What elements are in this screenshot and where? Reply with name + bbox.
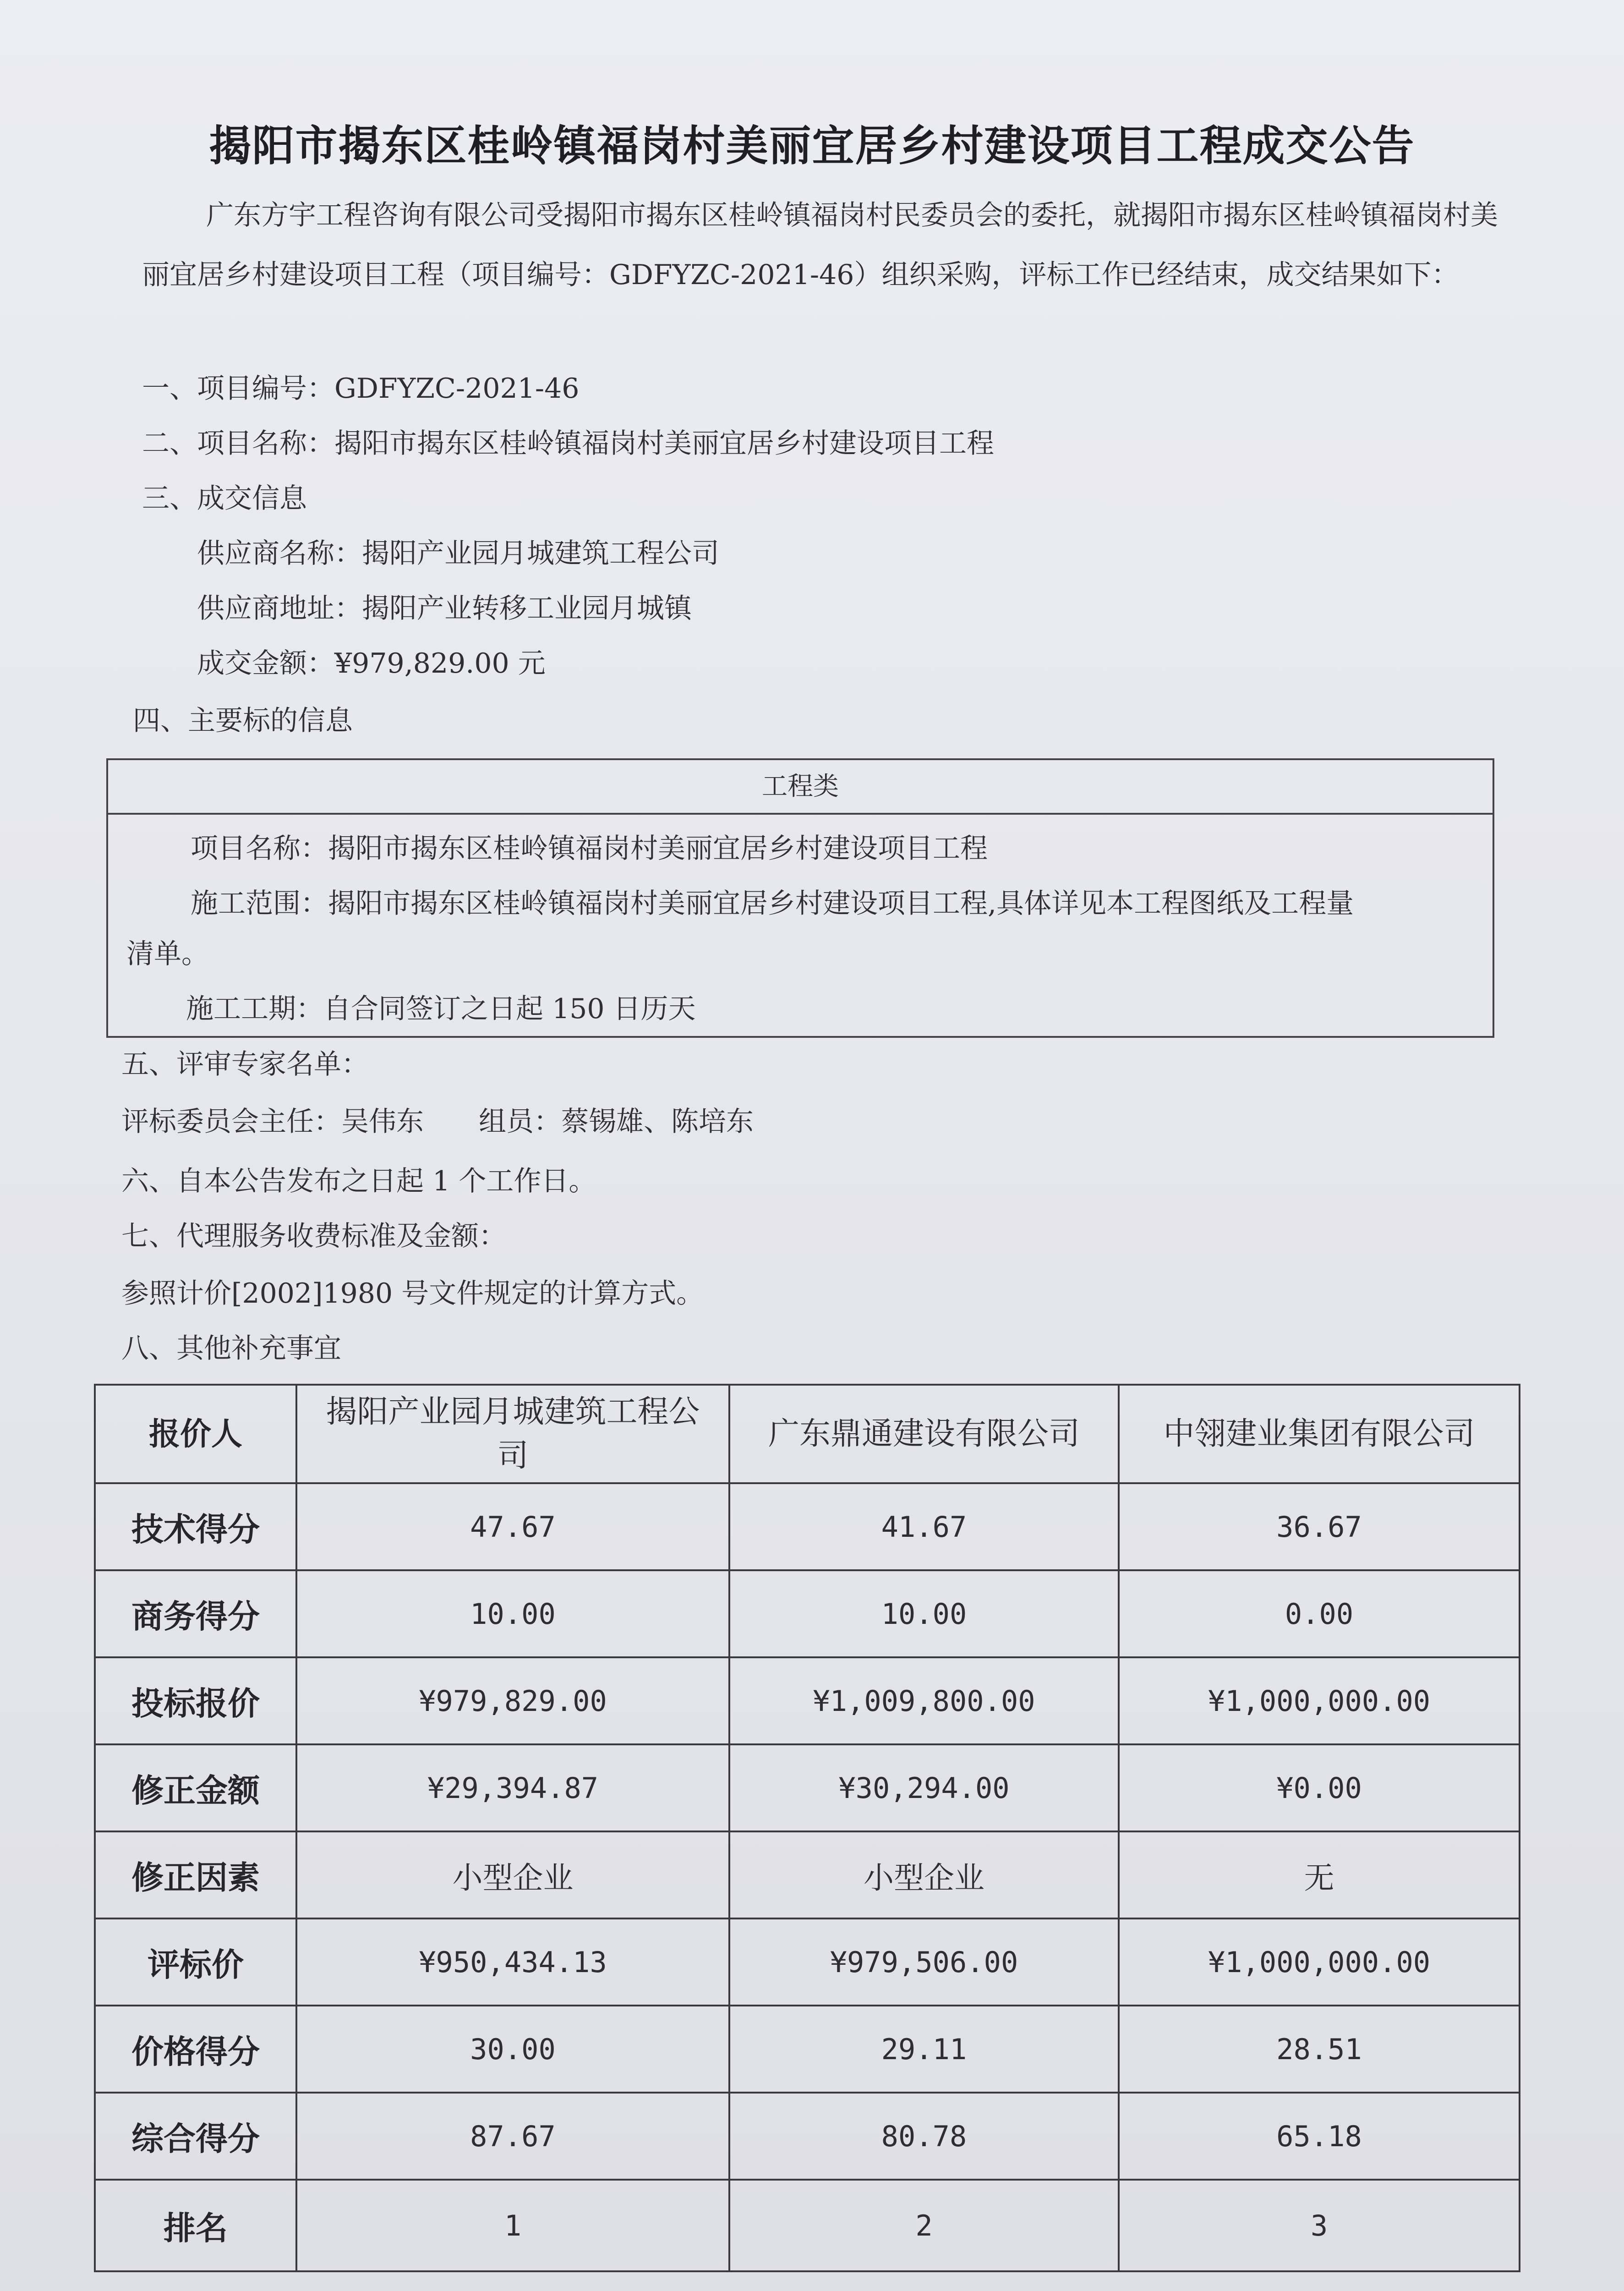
header-bidder-1: 揭阳产业园月城建筑工程公司 (296, 1385, 729, 1483)
table-row (95, 2180, 1520, 2271)
row-label: 修正金额 (95, 1744, 296, 1831)
section-experts: 五、评审专家名单： (121, 1048, 369, 1080)
table-cell: 41.67 (729, 1483, 1119, 1570)
table-row (95, 1831, 1520, 1918)
intro-paragraph: 广东方宇工程咨询有限公司受揭阳市揭东区桂岭镇福岗村民委员会的委托，就揭阳市揭东区桂岭镇福岗村美丽宜居乡村建设项目工程（项目编号：GDFYZC-2021-46）组织采购，评标工作已经结束，成交结果如下： (142, 199, 1498, 291)
table-cell: ¥1,000,000.00 (1119, 1657, 1520, 1744)
fee-standard: 参照计价[2002]1980 号文件规定的计算方式。 (121, 1277, 704, 1310)
row-label: 修正因素 (95, 1831, 296, 1918)
box-project-name: 项目名称：揭阳市揭东区桂岭镇福岗村美丽宜居乡村建设项目工程 (191, 833, 988, 865)
table-cell: 65.18 (1119, 2093, 1520, 2180)
section-project-name: 二、项目名称：揭阳市揭东区桂岭镇福岗村美丽宜居乡村建设项目工程 (142, 428, 994, 460)
table-cell: 3 (1119, 2180, 1520, 2271)
section-main-subject: 四、主要标的信息 (133, 705, 353, 737)
table-cell: ¥1,000,000.00 (1119, 1918, 1520, 2006)
row-label: 价格得分 (95, 2006, 296, 2093)
table-cell: 30.00 (296, 2006, 729, 2093)
table-row (95, 1918, 1520, 2006)
table-cell: 47.67 (296, 1483, 729, 1570)
table-cell: 2 (729, 2180, 1119, 2271)
header-bidder-2: 广东鼎通建设有限公司 (729, 1385, 1119, 1483)
table-row (95, 2006, 1520, 2093)
document-title: 揭阳市揭东区桂岭镇福岗村美丽宜居乡村建设项目工程成交公告 (209, 121, 1415, 170)
expert-list: 评标委员会主任：吴伟东 组员：蔡锡雄、陈培东 (121, 1106, 754, 1138)
header-bidder-3: 中翎建业集团有限公司 (1119, 1385, 1520, 1483)
section-deal-info: 三、成交信息 (142, 482, 307, 515)
row-label: 技术得分 (95, 1483, 296, 1570)
table-cell: 28.51 (1119, 2006, 1520, 2093)
box-scope-line-1: 施工范围：揭阳市揭东区桂岭镇福岗村美丽宜居乡村建设项目工程,具体详见本工程图纸及工程量 (191, 888, 1354, 920)
header-bidder: 报价人 (95, 1385, 296, 1483)
section-other-matters: 八、其他补充事宜 (121, 1332, 341, 1365)
table-cell: 10.00 (296, 1570, 729, 1657)
box-scope-line-2: 清单。 (126, 938, 209, 970)
table-row (95, 1483, 1520, 1570)
table-cell: 小型企业 (296, 1831, 729, 1918)
row-label: 排名 (95, 2180, 296, 2271)
row-label: 评标价 (95, 1918, 296, 2006)
table-row (95, 1657, 1520, 1744)
table-row (95, 2093, 1520, 2180)
table-cell: 0.00 (1119, 1570, 1520, 1657)
section-announcement-period: 六、自本公告发布之日起 1 个工作日。 (121, 1165, 596, 1197)
box-construction-period: 施工工期：自合同签订之日起 150 日历天 (186, 993, 696, 1025)
row-label: 商务得分 (95, 1570, 296, 1657)
box-header: 工程类 (108, 760, 1493, 815)
table-cell: 29.11 (729, 2006, 1119, 2093)
table-cell: ¥29,394.87 (296, 1744, 729, 1831)
score-table (94, 1384, 1520, 2272)
table-row (95, 1744, 1520, 1831)
table-cell: 小型企业 (729, 1831, 1119, 1918)
table-cell: ¥950,434.13 (296, 1918, 729, 2006)
table-row (95, 1570, 1520, 1657)
section-project-number: 一、项目编号：GDFYZC-2021-46 (142, 373, 580, 405)
row-label: 投标报价 (95, 1657, 296, 1744)
table-cell: 无 (1119, 1831, 1520, 1918)
section-agency-fee: 七、代理服务收费标准及金额： (121, 1220, 506, 1252)
table-cell: 36.67 (1119, 1483, 1520, 1570)
table-cell: ¥0.00 (1119, 1744, 1520, 1831)
table-cell: 10.00 (729, 1570, 1119, 1657)
deal-amount: 成交金额：¥979,829.00 元 (197, 647, 546, 680)
table-cell: ¥979,506.00 (729, 1918, 1119, 2006)
table-cell: ¥1,009,800.00 (729, 1657, 1119, 1744)
supplier-address: 供应商地址：揭阳产业转移工业园月城镇 (197, 592, 692, 625)
table-cell: ¥30,294.00 (729, 1744, 1119, 1831)
table-cell: ¥979,829.00 (296, 1657, 729, 1744)
subject-info-box (106, 758, 1494, 1038)
table-header-row (95, 1385, 1520, 1483)
row-label: 综合得分 (95, 2093, 296, 2180)
supplier-name: 供应商名称：揭阳产业园月城建筑工程公司 (197, 537, 719, 570)
table-cell: 1 (296, 2180, 729, 2271)
table-cell: 80.78 (729, 2093, 1119, 2180)
table-cell: 87.67 (296, 2093, 729, 2180)
